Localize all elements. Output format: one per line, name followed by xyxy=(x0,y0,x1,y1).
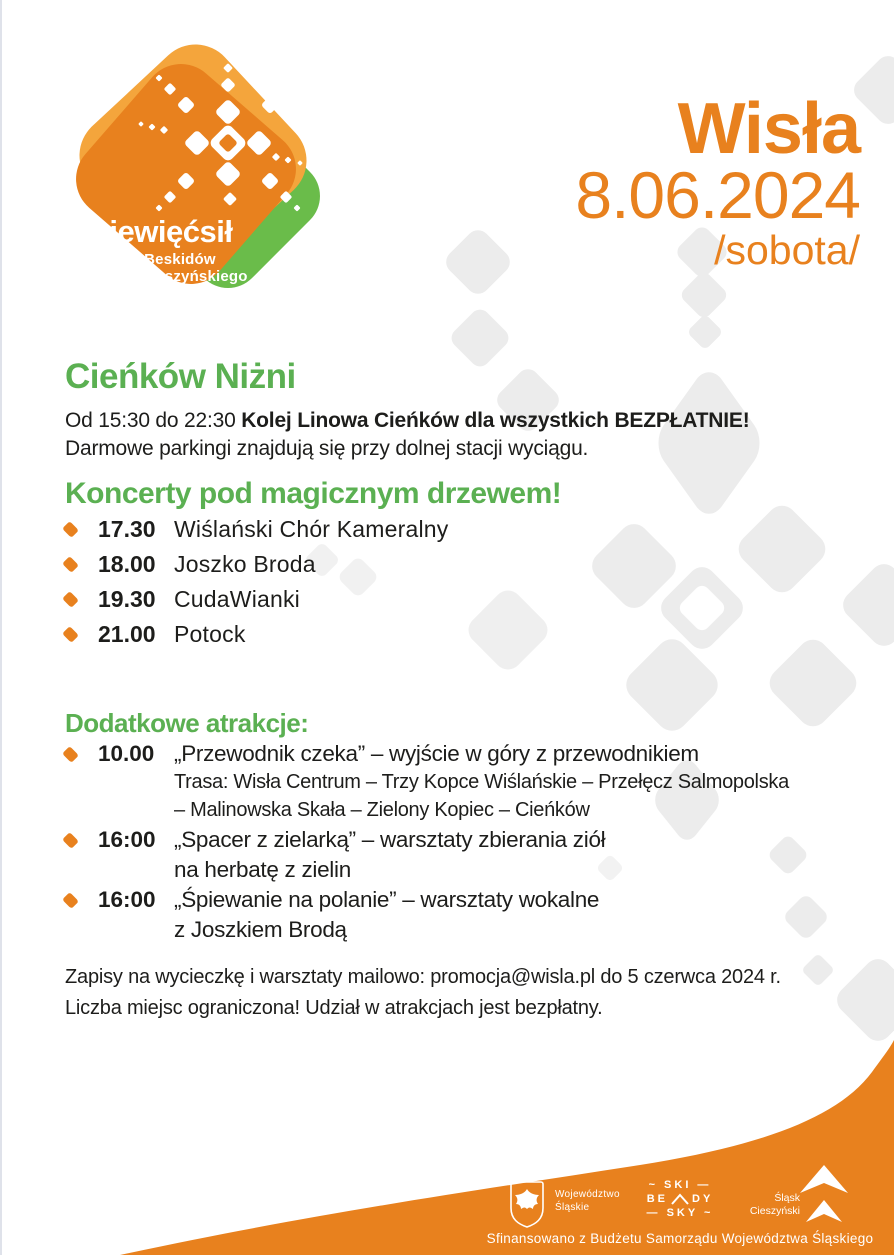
venue-info-line2: Darmowe parkingi znajdują się przy dolnej stacji wyciągu. xyxy=(65,437,589,460)
diamond-bullet-icon xyxy=(62,892,79,909)
mountain-chevron-icon xyxy=(670,1193,690,1205)
attraction-row xyxy=(64,887,599,913)
partner-cieszynski-line1: Śląsk xyxy=(774,1192,800,1204)
signup-line1: Zapisy na wycieczkę i warsztaty mailowo: promocja@wisla.pl do 5 czerwca 2024 r. xyxy=(65,966,781,988)
concert-time: 21.00 xyxy=(98,621,156,647)
event-date: 8.06.2024 xyxy=(575,158,860,232)
diamond-bullet-icon xyxy=(62,832,79,849)
logo-subtitle-line2: i Śląska Cieszyńskiego xyxy=(79,268,248,285)
diamond-bullet-icon xyxy=(62,626,79,643)
logo-subtitle-line1: Festiwal Beskidów xyxy=(79,251,216,268)
attractions-title: Dodatkowe atrakcje: xyxy=(65,708,309,738)
concert-name: Potock xyxy=(174,621,246,647)
concert-time: 18.00 xyxy=(98,551,156,577)
event-day: /sobota/ xyxy=(714,227,860,273)
page-edge-line xyxy=(0,0,2,1255)
diamond-bullet-icon xyxy=(62,521,79,538)
concert-time: 19.30 xyxy=(98,586,156,612)
concerts-title: Koncerty pod magicznym drzewem! xyxy=(65,477,562,510)
concert-row xyxy=(64,516,449,543)
diamond-bullet-icon xyxy=(62,556,79,573)
event-header xyxy=(575,89,860,273)
diamond-bullet-icon xyxy=(62,591,79,608)
concert-row xyxy=(64,586,300,613)
footer-band xyxy=(120,1040,894,1255)
attraction-row xyxy=(64,827,605,853)
attraction-text: „Śpiewanie na polanie” – warsztaty wokalne xyxy=(174,887,600,912)
attraction-time: 10.00 xyxy=(98,741,155,766)
partner-wojewodztwo-label xyxy=(555,1188,620,1214)
partner-wojewodztwo-line2: Śląskie xyxy=(555,1202,590,1213)
attraction-text-cont: z Joszkiem Brodą xyxy=(174,917,347,942)
concert-name: Joszko Broda xyxy=(174,551,316,577)
logo-title: dziewięćsił xyxy=(76,214,233,249)
concert-name: Wiślański Chór Kameralny xyxy=(174,516,449,542)
attraction-text-cont: na herbatę z zielin xyxy=(174,857,351,882)
ski-badge-mid-right: DY xyxy=(692,1193,714,1205)
ski-badge-mid-left: BE xyxy=(646,1193,668,1205)
attraction-detail: – Malinowska Skała – Zielony Kopiec – Cieńków xyxy=(174,799,590,821)
attraction-time: 16:00 xyxy=(98,827,156,852)
venue-info-prefix: Od 15:30 do 22:30 xyxy=(65,409,242,432)
attraction-time: 16:00 xyxy=(98,887,156,912)
event-city: Wisła xyxy=(677,89,860,169)
attraction-text: „Przewodnik czeka” – wyjście w góry z przewodnikiem xyxy=(174,741,699,766)
attraction-text: „Spacer z zielarką” – warsztaty zbierania ziół xyxy=(174,827,606,852)
concert-row xyxy=(64,621,246,648)
partner-wojewodztwo-line1: Województwo xyxy=(555,1189,620,1200)
venue-info-bold: Kolej Linowa Cieńków dla wszystkich BEZPŁATNIE! xyxy=(241,409,750,432)
concert-time: 17.30 xyxy=(98,516,156,542)
venue-info-line1 xyxy=(65,407,750,435)
venue-title: Cieńków Niżni xyxy=(65,357,296,396)
partner-cieszynski-line2: Cieszyński xyxy=(749,1205,800,1217)
partner-cieszynski-label xyxy=(740,1192,800,1218)
concert-name: CudaWianki xyxy=(174,586,300,612)
logo-subtitle xyxy=(79,251,248,285)
concert-row xyxy=(64,551,316,578)
funding-note: Sfinansowano z Budżetu Samorządu Województwa Śląskiego xyxy=(486,1231,874,1246)
ski-badge-top: ~ SKI — xyxy=(648,1179,712,1191)
ski-badge-middle xyxy=(634,1192,726,1206)
attraction-detail: Trasa: Wisła Centrum – Trzy Kopce Wiślańskie – Przełęcz Salmopolska xyxy=(174,771,789,793)
ski-beskydy-logo xyxy=(634,1178,726,1220)
attraction-row xyxy=(64,741,699,767)
diamond-bullet-icon xyxy=(62,746,79,763)
ski-badge-bottom: — SKY ~ xyxy=(646,1207,714,1219)
signup-line2: Liczba miejsc ograniczona! Udział w atrakcjach jest bezpłatny. xyxy=(65,997,603,1019)
